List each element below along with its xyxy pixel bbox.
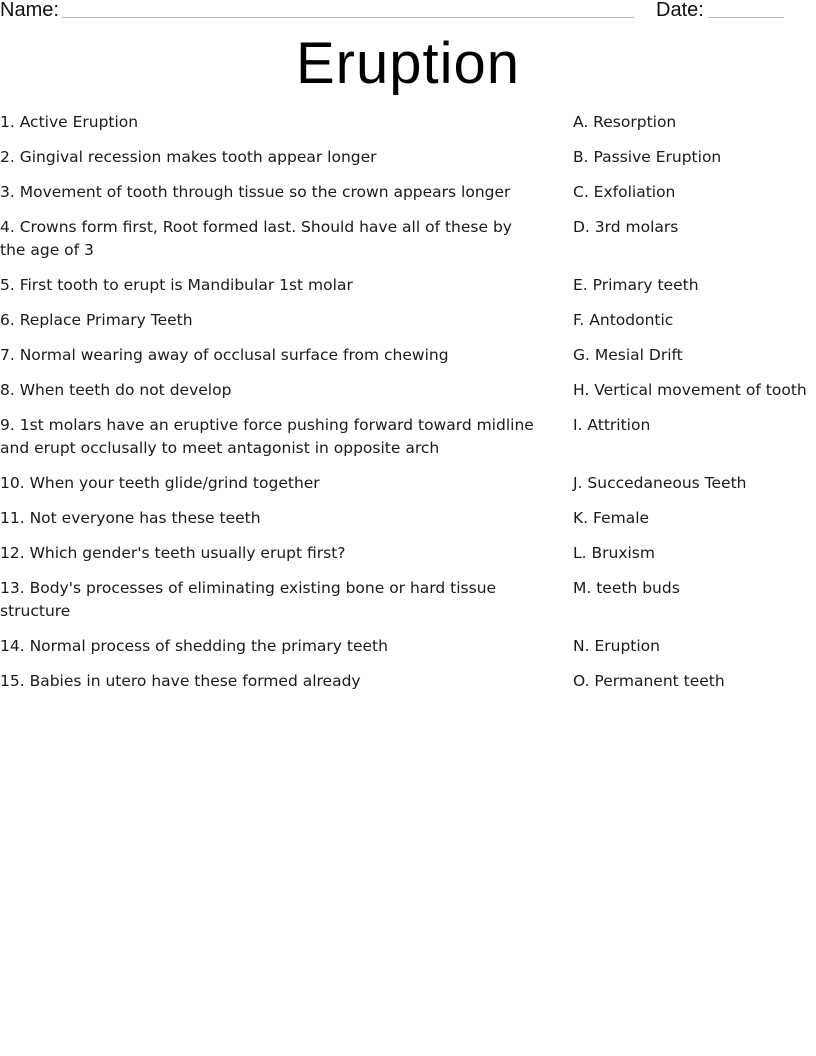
date-label: Date: [656, 0, 704, 21]
matching-row [0, 635, 816, 658]
answer-option: H. Vertical movement of tooth [573, 381, 807, 399]
clue-text: 12. Which gender's teeth usually erupt first? [0, 544, 346, 562]
matching-row [0, 274, 816, 297]
clue-text: 11. Not everyone has these teeth [0, 509, 261, 527]
answer-option: M. teeth buds [573, 579, 680, 597]
matching-row [0, 111, 816, 134]
answer-option: N. Eruption [573, 637, 660, 655]
date-blank-line[interactable] [708, 17, 784, 18]
name-label: Name: [0, 0, 59, 21]
answer-option: O. Permanent teeth [573, 672, 725, 690]
name-blank-line[interactable] [62, 17, 634, 18]
matching-row [0, 379, 816, 402]
matching-row [0, 670, 816, 693]
answer-option: I. Attrition [573, 416, 651, 434]
clue-text: 10. When your teeth glide/grind together [0, 474, 320, 492]
clue-text: 15. Babies in utero have these formed already [0, 672, 361, 690]
matching-row [0, 309, 816, 332]
answer-option: J. Succedaneous Teeth [573, 474, 747, 492]
answer-option: E. Primary teeth [573, 276, 699, 294]
clue-text: 4. Crowns form first, Root formed last. Should have all of these by the age of 3 [0, 218, 512, 259]
matching-row [0, 344, 816, 367]
matching-list [0, 111, 816, 705]
worksheet-header [0, 0, 816, 24]
answer-option: B. Passive Eruption [573, 148, 722, 166]
matching-row [0, 472, 816, 495]
clue-text: 13. Body's processes of eliminating existing bone or hard tissue structure [0, 579, 497, 620]
answer-option: A. Resorption [573, 113, 677, 131]
answer-option: F. Antodontic [573, 311, 674, 329]
answer-option: D. 3rd molars [573, 218, 679, 236]
clue-text: 2. Gingival recession makes tooth appear longer [0, 148, 377, 166]
clue-text: 7. Normal wearing away of occlusal surface from chewing [0, 346, 449, 364]
matching-row [0, 216, 816, 262]
clue-text: 1. Active Eruption [0, 113, 139, 131]
answer-option: L. Bruxism [573, 544, 655, 562]
matching-row [0, 146, 816, 169]
worksheet-title: Eruption [295, 31, 521, 96]
clue-text: 9. 1st molars have an eruptive force pushing forward toward midline and erupt occlusally to meet antagonist in opposite arch [0, 416, 534, 457]
matching-row [0, 577, 816, 623]
clue-text: 8. When teeth do not develop [0, 381, 232, 399]
clue-text: 5. First tooth to erupt is Mandibular 1st molar [0, 276, 353, 294]
clue-text: 6. Replace Primary Teeth [0, 311, 193, 329]
answer-option: K. Female [573, 509, 650, 527]
answer-option: G. Mesial Drift [573, 346, 683, 364]
answer-option: C. Exfoliation [573, 183, 676, 201]
clue-text: 14. Normal process of shedding the primary teeth [0, 637, 388, 655]
matching-row [0, 181, 816, 204]
matching-row [0, 414, 816, 460]
clue-text: 3. Movement of tooth through tissue so the crown appears longer [0, 183, 511, 201]
matching-row [0, 507, 816, 530]
matching-row [0, 542, 816, 565]
